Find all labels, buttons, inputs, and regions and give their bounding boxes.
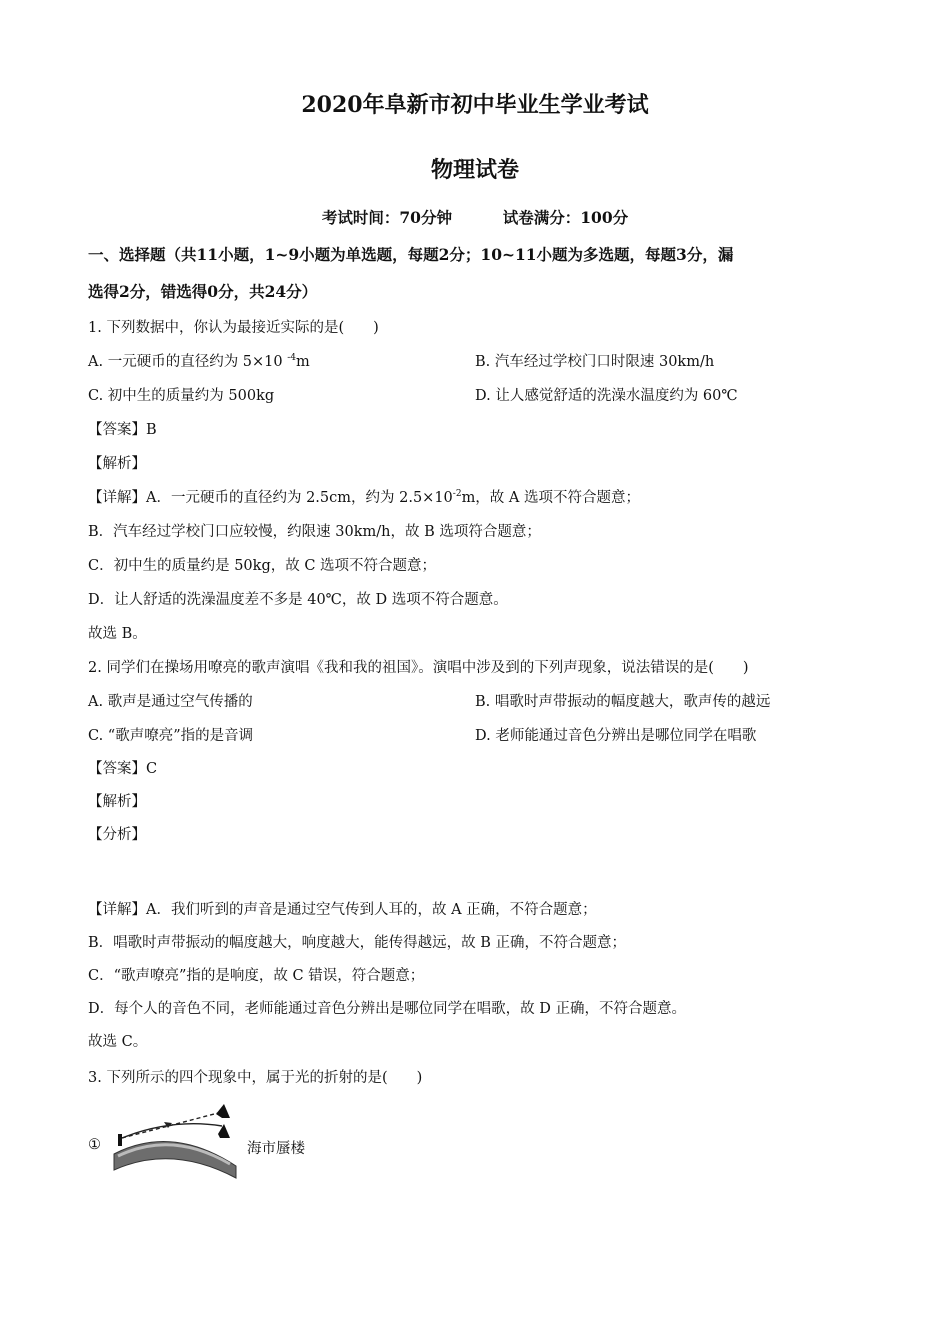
q1-detail-b: B．汽车经过学校门口应较慢，约限速 30km/h，故 B 选项符合题意；	[88, 524, 541, 540]
q1-option-d: D. 让人感觉舒适的洗澡水温度约为 60℃	[475, 388, 738, 404]
q1-detail-a	[88, 486, 640, 507]
q1-option-c: C. 初中生的质量约为 500kg	[88, 388, 275, 404]
q2-detail-d: D．每个人的音色不同，老师能通过音色分辨出是哪位同学在唱歌，故 D 正确，不符合题意。	[88, 1001, 686, 1017]
exam-time: 考试时间：70分钟	[321, 208, 452, 227]
q3-item1-number: ①	[88, 1137, 101, 1153]
q1-conclusion: 故选 B。	[88, 626, 147, 642]
q2-detail-b: B．唱歌时声带振动的幅度越大，响度越大，能传得越远，故 B 正确，不符合题意；	[88, 935, 627, 951]
line-of-sight-dashed	[122, 1112, 222, 1138]
q3-stem: 3. 下列所示的四个现象中，属于光的折射的是( )	[88, 1070, 423, 1086]
observer-figure	[118, 1134, 122, 1146]
earth-surface-shape	[114, 1142, 236, 1179]
q1-answer: 【答案】B	[88, 422, 157, 438]
q1-detail-d: D．让人舒适的洗澡温度差不多是 40℃，故 D 选项不符合题意。	[88, 592, 508, 608]
virtual-image-shape	[216, 1104, 230, 1118]
q1-detail-c: C．初中生的质量约是 50kg，故 C 选项不符合题意；	[88, 558, 437, 574]
q2-option-c: C. “歌声嘹亮”指的是音调	[88, 728, 254, 744]
q2-conclusion: 故选 C。	[88, 1034, 148, 1050]
section-heading-line1: 一、选择题（共11小题，1~9小题为单选题，每题2分；10~11小题为多选题，每题3分，漏	[88, 245, 734, 264]
q2-detail-a: 【详解】A．我们听到的声音是通过空气传到人耳的，故 A 正确，不符合题意；	[88, 902, 597, 918]
full-score: 试卷满分：100分	[502, 208, 629, 227]
q3-item1-label: 海市蜃楼	[247, 1141, 305, 1157]
q1-detail-a-text: 【详解】A．一元硬币的直径约为 2.5cm，约为 2.5×10	[88, 490, 453, 506]
q1-option-a-text: A. 一元硬币的直径约为 5×10	[88, 354, 288, 370]
q2-option-a: A. 歌声是通过空气传播的	[88, 694, 253, 710]
q2-detail-c: C．“歌声嘹亮”指的是响度，故 C 错误，符合题意；	[88, 968, 425, 984]
exam-title: 2020年阜新市初中毕业生学业考试	[301, 92, 649, 118]
exam-info	[0, 206, 950, 228]
section-heading-line2: 选得2分，错选得0分，共24分）	[88, 282, 318, 301]
q1-option-a	[88, 350, 310, 371]
q2-option-b: B. 唱歌时声带振动的幅度越大，歌声传的越远	[475, 694, 771, 710]
light-ray-curve	[122, 1124, 222, 1138]
q1-analysis-label: 【解析】	[88, 456, 146, 472]
q2-option-d: D. 老师能通过音色分辨出是哪位同学在唱歌	[475, 728, 757, 744]
q2-analysis-label: 【解析】	[88, 794, 146, 810]
q1-option-a-unit: m	[296, 354, 310, 370]
q2-stem: 2. 同学们在操场用嘹亮的歌声演唱《我和我的祖国》。演唱中涉及到的下列声现象，说法错误的是( )	[88, 660, 749, 676]
q1-option-b: B. 汽车经过学校门口时限速 30km/h	[475, 354, 715, 370]
q1-stem: 1. 下列数据中，你认为最接近实际的是( )	[88, 320, 379, 336]
q1-option-a-exponent: -4	[287, 353, 297, 364]
q2-answer: 【答案】C	[88, 761, 158, 777]
exam-subject: 物理试卷	[430, 157, 519, 183]
q1-detail-a-rest: m，故 A 选项不符合题意；	[461, 490, 641, 506]
mirage-illustration	[112, 1104, 242, 1180]
q2-fenxi-label: 【分析】	[88, 827, 146, 843]
q1-detail-a-exponent: -2	[452, 489, 462, 500]
